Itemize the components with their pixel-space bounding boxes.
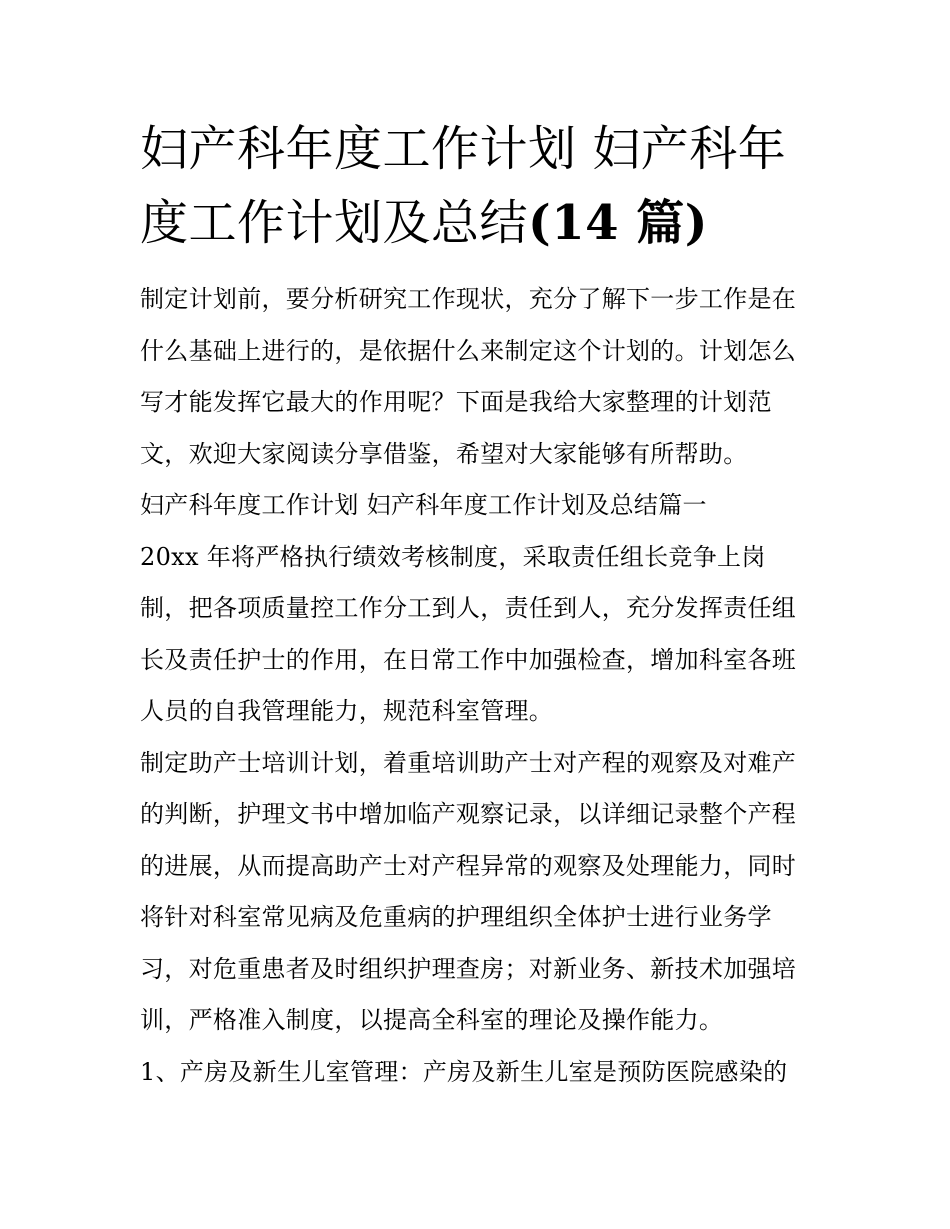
paragraph-line: 的判断，护理文书中增加临产观察记录，以详细记录整个产程 [140,800,797,828]
paragraph-line: 的进展，从而提高助产士对产程异常的观察及处理能力，同时 [140,851,797,880]
title-line-1: 妇产科年度工作计划 妇产科年 [140,121,787,177]
document-content [140,112,820,1098]
paragraph-line: 制定计划前，要分析研究工作现状，充分了解下一步工作是在 [140,285,797,313]
title-line-2-wrap [140,186,820,260]
title-line-2: 度工作计划及总结 [140,195,529,251]
paragraph-line: 人员的自我管理能力，规范科室管理。 [140,697,554,725]
paragraph-line: 写才能发挥它最大的作用呢？下面是我给大家整理的计划范 [140,388,772,416]
paragraph-line: 文，欢迎大家阅读分享借鉴，希望对大家能够有所帮助。 [140,439,748,468]
paragraph-delivery-room [140,1047,820,1099]
paragraph-line: 1、产房及新生儿室管理：产房及新生儿室是预防医院感染的 [140,1057,788,1086]
paragraph-line: 什么基础上进行的，是依据什么来制定这个计划的。计划怎么 [140,336,797,365]
paragraph-performance [140,532,820,738]
paragraph-line: 20xx 年将严格执行绩效考核制度，采取责任组长竞争上岗 [140,542,766,571]
paragraph-intro [140,274,820,480]
paragraph-line: 制定助产士培训计划，着重培训助产士对产程的观察及对难产 [140,748,797,777]
section-heading [140,480,820,532]
paragraph-training [140,738,820,1047]
paragraph-line: 训，严格准入制度，以提高全科室的理论及操作能力。 [140,1006,724,1034]
section-heading-text: 妇产科年度工作计划 妇产科年度工作计划及总结篇一 [140,491,707,519]
paragraph-line: 将针对科室常见病及危重病的护理组织全体护士进行业务学 [140,903,772,931]
paragraph-line: 习，对危重患者及时组织护理查房；对新业务、新技术加强培 [140,954,797,983]
document-body [140,274,820,1098]
title-line-2-count: (14 篇) [528,195,708,251]
paragraph-line: 长及责任护士的作用，在日常工作中加强检查，增加科室各班 [140,645,797,674]
paragraph-line: 制，把各项质量控工作分工到人，责任到人，充分发挥责任组 [140,594,797,622]
document-title [140,112,820,260]
